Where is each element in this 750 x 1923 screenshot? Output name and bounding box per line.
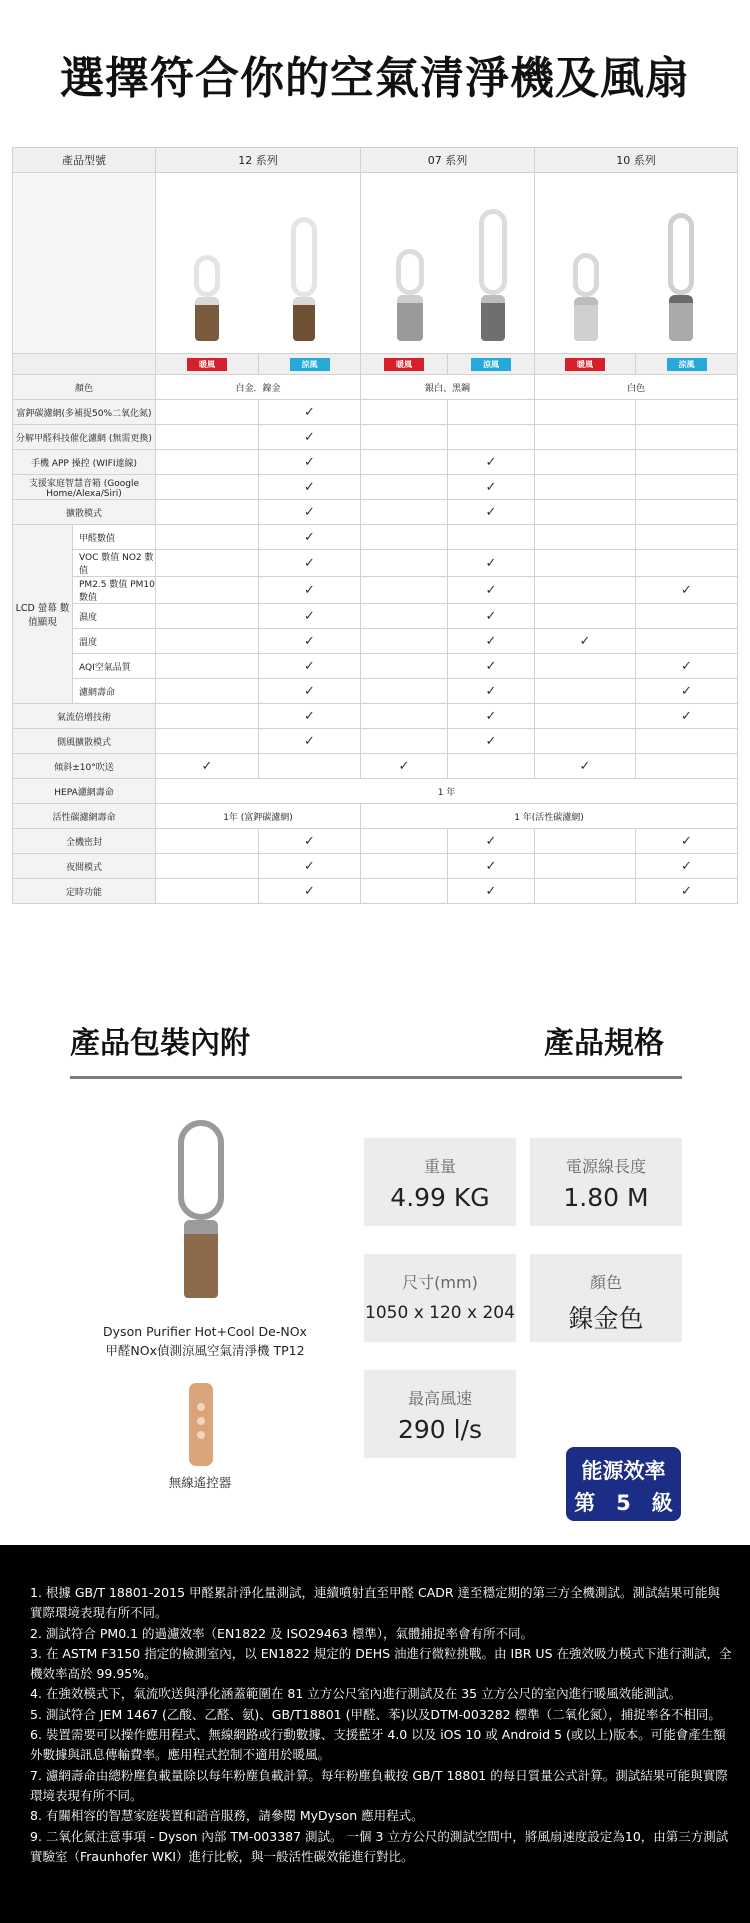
feature-label: 側風擴散模式	[13, 729, 156, 754]
badge-cell	[259, 354, 361, 375]
empty-cell	[156, 400, 259, 425]
empty-cell	[535, 604, 636, 629]
spec-weight	[364, 1138, 516, 1226]
footnote: 6. 裝置需要可以操作應用程式、無線網路或行動數據、支援藍牙 4.0 以及 iOS 10 或 Android 5 (或以上)版本。可能會產生額外數據與訊息傳輸費率。應用程式控制不適用於暖風。	[30, 1727, 726, 1763]
carbon-value: 1 年(活性碳濾網)	[361, 804, 738, 829]
page-title: 選擇符合你的空氣清淨機及風扇	[60, 53, 690, 104]
spec-size	[364, 1254, 516, 1342]
empty-cell	[636, 604, 738, 629]
footnote: 4. 在強效模式下，氣流吹送與淨化涵蓋範圍在 81 立方公尺室內進行測試及在 35 立方公尺的室內進行暖風效能測試。	[30, 1686, 682, 1702]
check-mark: ✓	[259, 829, 361, 854]
empty-cell	[156, 475, 259, 500]
table-row	[13, 654, 738, 679]
badge-cell	[361, 354, 448, 375]
empty-cell	[361, 425, 448, 450]
purifier-loop	[396, 249, 424, 295]
product-caption	[70, 1322, 340, 1360]
energy-line1: 能源效率	[581, 1459, 666, 1483]
check-mark: ✓	[259, 629, 361, 654]
empty-cell	[636, 629, 738, 654]
empty-cell	[156, 577, 259, 604]
feature-label: 定時功能	[13, 879, 156, 904]
product-image	[178, 1120, 224, 1298]
empty-cell	[636, 754, 738, 779]
check-mark: ✓	[636, 704, 738, 729]
empty-cell	[361, 450, 448, 475]
lcd-row-label: PM2.5 數值 PM10 數值	[73, 577, 156, 604]
cool-badge: 涼風	[667, 358, 707, 371]
table-row	[13, 729, 738, 754]
purifier-image	[573, 253, 599, 341]
empty-cell	[156, 604, 259, 629]
series-07-header: 07 系列	[361, 148, 535, 173]
cool-badge: 涼風	[471, 358, 511, 371]
footnote: 8. 有關相容的智慧家庭裝置和語音服務，請參閱 MyDyson 應用程式。	[30, 1808, 424, 1824]
purifier-body	[397, 295, 423, 341]
spec-airspeed-label: 最高風速	[407, 1389, 472, 1408]
check-mark: ✓	[259, 679, 361, 704]
series-12-images	[156, 173, 361, 354]
product-loop	[178, 1120, 224, 1220]
empty-cell	[361, 400, 448, 425]
empty-cell	[448, 754, 535, 779]
spec-color	[530, 1254, 682, 1342]
check-mark: ✓	[259, 400, 361, 425]
lcd-row-label: 溫度	[73, 629, 156, 654]
hot-badge: 暖風	[187, 358, 227, 371]
color-value: 銀白、黑鋼	[361, 375, 535, 400]
check-mark: ✓	[535, 754, 636, 779]
table-row	[13, 425, 738, 450]
table-row	[13, 679, 738, 704]
hot-badge: 暖風	[565, 358, 605, 371]
check-mark: ✓	[156, 754, 259, 779]
cool-badge: 涼風	[290, 358, 330, 371]
remote-image	[189, 1383, 213, 1466]
empty-cell	[361, 525, 448, 550]
badge-cell	[156, 354, 259, 375]
series-10-images	[535, 173, 738, 354]
series-07-images	[361, 173, 535, 354]
check-mark: ✓	[448, 550, 535, 577]
spec-size-value: 1050 x 120 x 204	[365, 1303, 515, 1323]
check-mark: ✓	[448, 500, 535, 525]
table-row	[13, 550, 738, 577]
hot-badge: 暖風	[384, 358, 424, 371]
spec-size-label: 尺寸(mm)	[402, 1273, 478, 1292]
check-mark: ✓	[259, 854, 361, 879]
product-desc: 甲醛NOx偵測涼風空氣清淨機 TP12	[105, 1343, 305, 1358]
lcd-group-label: LCD 螢幕 數值顯現	[13, 525, 73, 704]
spec-airspeed-value: 290 l/s	[397, 1415, 483, 1444]
check-mark: ✓	[636, 854, 738, 879]
table-row	[13, 879, 738, 904]
product-cap	[184, 1220, 218, 1234]
table-row	[13, 450, 738, 475]
empty-cell	[156, 829, 259, 854]
check-mark: ✓	[448, 704, 535, 729]
empty-cell	[636, 550, 738, 577]
badge-cell	[535, 354, 636, 375]
check-mark: ✓	[259, 729, 361, 754]
lcd-row-label: 濾網壽命	[73, 679, 156, 704]
color-value: 白金．鎳金	[156, 375, 361, 400]
empty-cell	[156, 425, 259, 450]
spec-cord-label: 電源線長度	[565, 1157, 646, 1176]
table-row	[13, 500, 738, 525]
empty-cell	[361, 604, 448, 629]
spec-weight-value: 4.99 KG	[390, 1183, 490, 1212]
spec-cord-value: 1.80 M	[563, 1183, 649, 1212]
color-value: 白色	[535, 375, 738, 400]
empty-cell	[156, 525, 259, 550]
purifier-cap	[195, 297, 219, 305]
empty-cell	[156, 729, 259, 754]
feature-label: 分解甲醛科技催化濾網 (無需更換)	[13, 425, 156, 450]
badge-cell	[636, 354, 738, 375]
table-row	[13, 629, 738, 654]
lcd-row-label: AQI空氣品質	[73, 654, 156, 679]
purifier-image	[291, 217, 317, 341]
energy-efficiency-badge	[566, 1447, 681, 1521]
remote-label: 無線遙控器	[168, 1475, 232, 1490]
empty-cell	[156, 629, 259, 654]
color-row-label: 顏色	[13, 375, 156, 400]
badge-row-spacer	[13, 354, 156, 375]
empty-cell	[535, 577, 636, 604]
empty-cell	[156, 704, 259, 729]
empty-cell	[448, 525, 535, 550]
feature-label: 擴散模式	[13, 500, 156, 525]
check-mark: ✓	[448, 729, 535, 754]
purifier-loop	[291, 217, 317, 297]
table-row	[13, 475, 738, 500]
purifier-cap	[481, 295, 505, 303]
carbon-label: 活性碳濾網壽命	[13, 804, 156, 829]
purifier-cap	[397, 295, 423, 303]
check-mark: ✓	[448, 679, 535, 704]
empty-cell	[636, 400, 738, 425]
empty-cell	[361, 550, 448, 577]
purifier-body	[481, 295, 505, 341]
empty-cell	[535, 829, 636, 854]
purifier-image	[668, 213, 694, 341]
in-box-title: 產品包裝內附	[70, 1026, 250, 1061]
check-mark: ✓	[259, 604, 361, 629]
table-row	[13, 525, 738, 550]
check-mark: ✓	[448, 629, 535, 654]
specs-title: 產品規格	[544, 1026, 664, 1061]
check-mark: ✓	[361, 754, 448, 779]
carbon-value: 1年 (富鉀碳濾網)	[156, 804, 361, 829]
feature-label: 全機密封	[13, 829, 156, 854]
badge-cell	[448, 354, 535, 375]
lcd-row-label: 甲醛數值	[73, 525, 156, 550]
header-model-label: 產品型號	[13, 148, 156, 173]
feature-label: 手機 APP 操控 (WIFI連線)	[13, 450, 156, 475]
empty-cell	[361, 629, 448, 654]
empty-cell	[636, 450, 738, 475]
check-mark: ✓	[636, 654, 738, 679]
check-mark: ✓	[259, 879, 361, 904]
empty-cell	[535, 400, 636, 425]
spec-cord	[530, 1138, 682, 1226]
table-row	[13, 854, 738, 879]
spec-weight-label: 重量	[423, 1157, 456, 1176]
empty-cell	[361, 729, 448, 754]
lcd-row-label: 濕度	[73, 604, 156, 629]
empty-cell	[361, 854, 448, 879]
feature-label: 夜間模式	[13, 854, 156, 879]
empty-cell	[636, 475, 738, 500]
check-mark: ✓	[448, 577, 535, 604]
empty-cell	[156, 450, 259, 475]
footnote: 5. 測試符合 JEM 1467 (乙酸、乙醛、氨)、GB/T18801 (甲醛、苯)以及DTM-003282 標準（二氧化氮），捕捉率各不相同。	[30, 1706, 721, 1722]
empty-cell	[535, 425, 636, 450]
empty-cell	[535, 654, 636, 679]
check-mark: ✓	[448, 854, 535, 879]
empty-cell	[361, 829, 448, 854]
empty-cell	[361, 500, 448, 525]
purifier-image	[479, 209, 507, 341]
spec-color-value: 鎳金色	[568, 1304, 644, 1333]
empty-cell	[636, 525, 738, 550]
empty-cell	[259, 754, 361, 779]
check-mark: ✓	[259, 450, 361, 475]
energy-line2: 第 5 級	[574, 1491, 673, 1515]
empty-cell	[156, 879, 259, 904]
image-row-spacer	[13, 173, 156, 354]
purifier-body	[669, 295, 693, 341]
check-mark: ✓	[448, 879, 535, 904]
purifier-image	[396, 249, 424, 341]
empty-cell	[156, 500, 259, 525]
empty-cell	[156, 854, 259, 879]
empty-cell	[535, 879, 636, 904]
series-10-header: 10 系列	[535, 148, 738, 173]
check-mark: ✓	[448, 654, 535, 679]
spec-airspeed	[364, 1370, 516, 1458]
empty-cell	[535, 854, 636, 879]
empty-cell	[535, 450, 636, 475]
table-row	[13, 829, 738, 854]
empty-cell	[361, 475, 448, 500]
footnote: 7. 濾網壽命由總粉塵負載量除以每年粉塵負載計算。每年粉塵負載按 GB/T 18801 的每日質量公式計算。測試結果可能與實際環境表現有所不同。	[30, 1767, 728, 1803]
check-mark: ✓	[448, 604, 535, 629]
empty-cell	[535, 729, 636, 754]
check-mark: ✓	[636, 577, 738, 604]
hepa-label: HEPA濾網壽命	[13, 779, 156, 804]
empty-cell	[361, 654, 448, 679]
remote-button-icon	[197, 1417, 205, 1425]
purifier-cap	[669, 295, 693, 303]
empty-cell	[636, 729, 738, 754]
purifier-loop	[573, 253, 599, 297]
footnote: 3. 在 ASTM F3150 指定的檢測室內，以 EN1822 規定的 DEHS 油進行微粒挑戰。由 IBR US 在強效吸力模式下進行測試，全機效率高於 99.95%。	[30, 1645, 732, 1682]
check-mark: ✓	[259, 550, 361, 577]
purifier-loop	[668, 213, 694, 295]
check-mark: ✓	[636, 679, 738, 704]
feature-label: 氣流倍增技術	[13, 704, 156, 729]
purifier-body	[195, 297, 219, 341]
series-12-header: 12 系列	[156, 148, 361, 173]
table-row	[13, 577, 738, 604]
empty-cell	[361, 679, 448, 704]
check-mark: ✓	[259, 475, 361, 500]
purifier-body	[574, 297, 598, 341]
empty-cell	[636, 425, 738, 450]
check-mark: ✓	[259, 500, 361, 525]
purifier-loop	[479, 209, 507, 295]
check-mark: ✓	[259, 577, 361, 604]
table-row	[13, 400, 738, 425]
feature-label: 富鉀碳濾網(多補捉50%二氧化氮)	[13, 400, 156, 425]
empty-cell	[535, 550, 636, 577]
purifier-image	[194, 255, 220, 341]
purifier-cap	[574, 297, 598, 305]
empty-cell	[156, 679, 259, 704]
table-row	[13, 604, 738, 629]
hepa-value: 1 年	[156, 779, 738, 804]
check-mark: ✓	[636, 829, 738, 854]
empty-cell	[361, 577, 448, 604]
product-name: Dyson Purifier Hot+Cool De-NOx	[103, 1324, 307, 1339]
check-mark: ✓	[259, 525, 361, 550]
empty-cell	[636, 500, 738, 525]
check-mark: ✓	[448, 829, 535, 854]
empty-cell	[535, 525, 636, 550]
feature-label: 傾斜±10°吹送	[13, 754, 156, 779]
empty-cell	[448, 400, 535, 425]
empty-cell	[535, 679, 636, 704]
purifier-cap	[293, 297, 315, 305]
section-divider	[70, 1076, 682, 1079]
footnote: 2. 測試符合 PM0.1 的過濾效率（EN1822 及 ISO29463 標準），氣體捕捉率會有所不同。	[30, 1625, 534, 1641]
empty-cell	[156, 654, 259, 679]
footnote: 1. 根據 GB/T 18801-2015 甲醛累計淨化量測試，連續噴射直至甲醛 CADR 達至穩定期的第三方全機測試。測試結果可能與實際環境表現有所不同。	[30, 1585, 721, 1621]
check-mark: ✓	[259, 704, 361, 729]
empty-cell	[535, 704, 636, 729]
footnotes-panel	[0, 1545, 750, 1923]
remote-button-icon	[197, 1403, 205, 1411]
spec-color-label: 顏色	[589, 1273, 622, 1292]
check-mark: ✓	[535, 629, 636, 654]
empty-cell	[361, 879, 448, 904]
table-row	[13, 754, 738, 779]
check-mark: ✓	[448, 450, 535, 475]
empty-cell	[448, 425, 535, 450]
table-row	[13, 704, 738, 729]
remote-button-icon	[197, 1431, 205, 1439]
purifier-body	[293, 297, 315, 341]
empty-cell	[156, 550, 259, 577]
empty-cell	[361, 704, 448, 729]
empty-cell	[535, 500, 636, 525]
comparison-table	[12, 147, 737, 904]
check-mark: ✓	[259, 654, 361, 679]
check-mark: ✓	[448, 475, 535, 500]
check-mark: ✓	[636, 879, 738, 904]
empty-cell	[535, 475, 636, 500]
lcd-row-label: VOC 數值 NO2 數值	[73, 550, 156, 577]
product-body	[184, 1220, 218, 1298]
check-mark: ✓	[259, 425, 361, 450]
feature-label: 支援家庭智慧音箱 (Google Home/Alexa/Siri)	[13, 475, 156, 500]
purifier-loop	[194, 255, 220, 297]
footnote: 9. 二氧化氮注意事項 - Dyson 內部 TM-003387 測試。 一個 3 立方公尺的測試空間中，將風扇速度設定為10，由第三方測試實驗室（Fraunhofer WKI）進行比較，與一般活性碳效能進行對比。	[30, 1828, 729, 1864]
